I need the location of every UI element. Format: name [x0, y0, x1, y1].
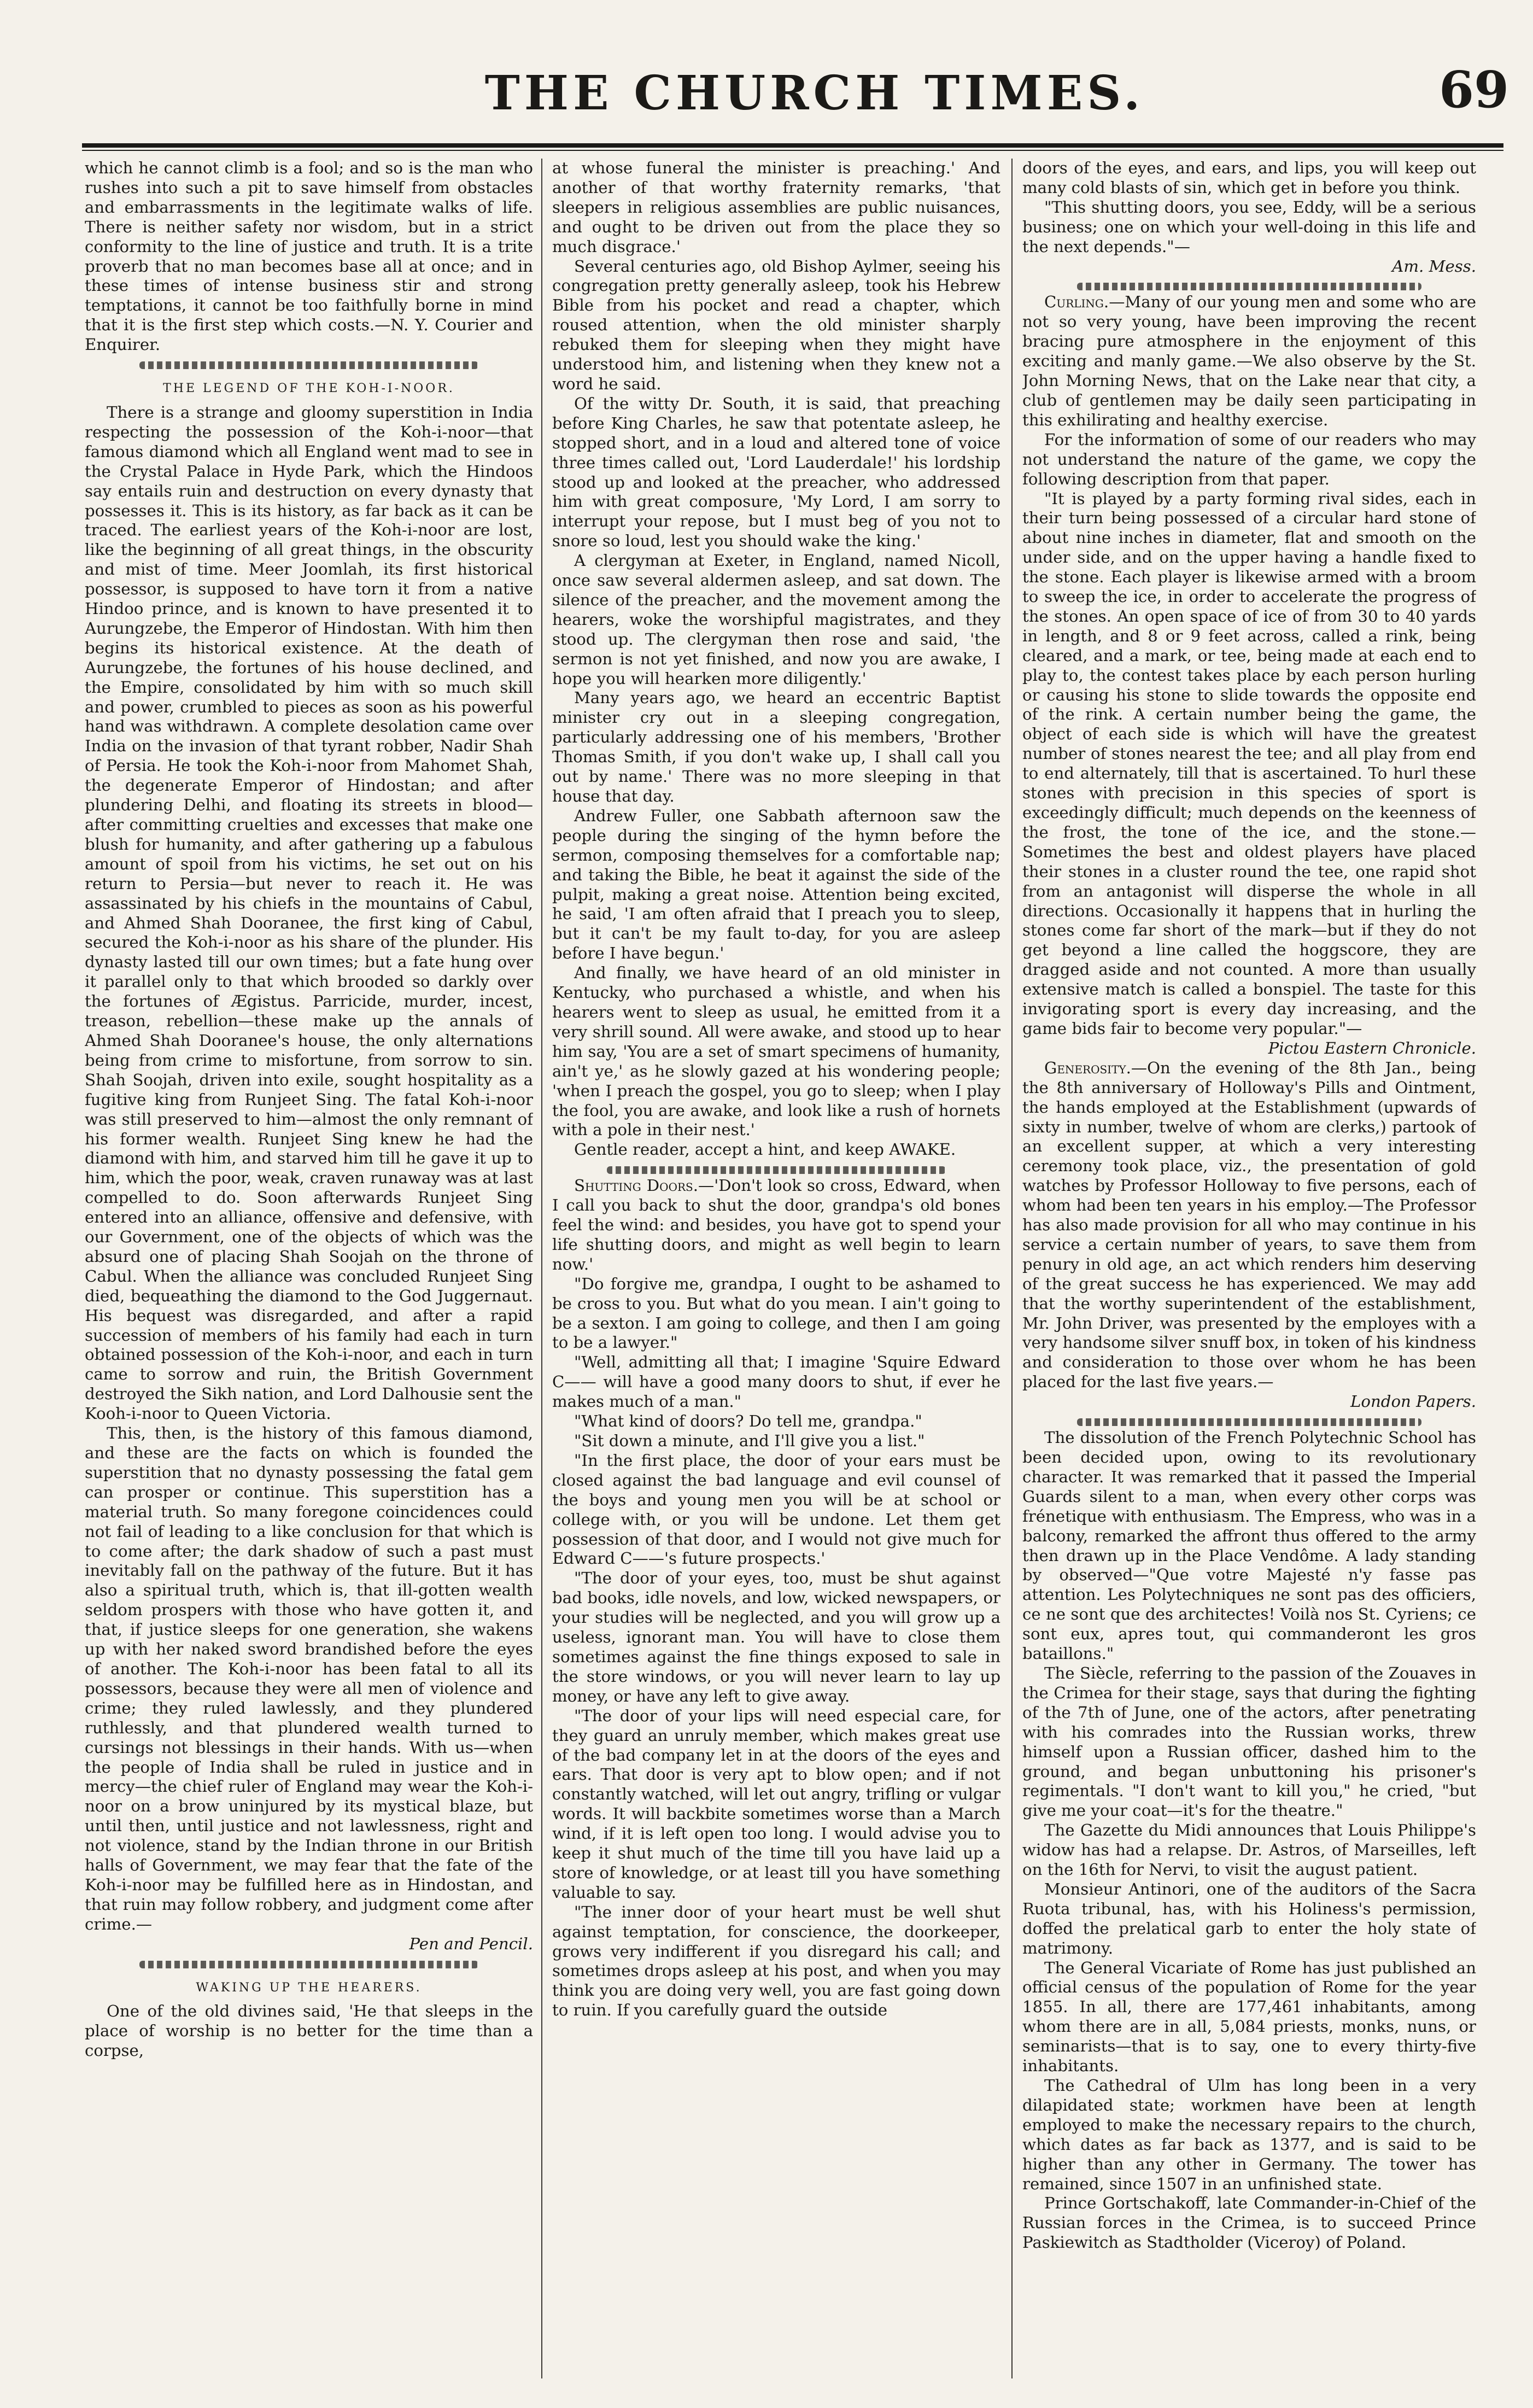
article-paragraph: Several centuries ago, old Bishop Aylmer, seeing his congregation pretty generally asleep, took his Hebrew Bible from his pocket and read a chapter, which roused attention, when the old minister sharply rebuked them for sleeping when they might have understood him, and listening when they knew not a word he said.: [552, 256, 1000, 393]
article-paragraph: The Gazette du Midi announces that Louis Philippe's widow has had a relapse. Dr. Astros, of Marseilles, left on the 16th for Nervi, to visit the august patient.: [1022, 1821, 1476, 1879]
article-source: Pen and Pencil.: [409, 1934, 533, 1953]
masthead: [104, 60, 1525, 148]
article-source: Am. Mess.: [1392, 256, 1476, 276]
article-paragraph: One of the old divines said, 'He that sleeps in the place of worship is no better for the time than a corpse,: [85, 2002, 533, 2060]
column-3: [1022, 159, 1476, 2378]
article-paragraph: Of the witty Dr. South, it is said, that preaching before King Charles, he saw that potentate asleep, he stopped short, and in a loud and altered tone of voice three times called out, 'Lord Lauderdale!' his lordship stood up and looked at the preacher, who addressed him with great composure, 'My Lord, I am sorry to interrupt your repose, but I must beg of you not to snore so loud, lest you should wake the king.': [552, 394, 1000, 551]
column-1: [85, 159, 533, 2378]
article-paragraph: "Well, admitting all that; I imagine 'Squire Edward C—— will have a good many doors to shut, if ever he makes much of a man.": [552, 1353, 1000, 1411]
article-continuation: which he cannot climb is a fool; and so is the man who rushes into such a pit to save himself from obstacles and embarrassments in the legitimate walks of life. There is neither safety nor wisdom, but in a strict conformity to the line of justice and truth. It is a trite proverb that no man becomes base all at once; and in these times of intense business stir and strong temptations, it cannot be too faithfully borne in mind that it is the first step which costs.—N. Y. Courier and Enquirer.: [85, 159, 533, 354]
page-number: 69: [1438, 60, 1509, 119]
section-divider: [1077, 283, 1421, 290]
article-paragraph: doors of the eyes, and ears, and lips, you will keep out many cold blasts of sin, which get in before you think.: [1022, 159, 1476, 197]
article-paragraph: The dissolution of the French Polytechnic School has been decided upon, owing to its revolutionary character. It was remarked that it passed the Imperial Guards silent to a man, when every other corps was frénetique with enthusiasm. The Empress, who was in a balcony, remarked the affront thus offered to the army then drawn up in the Place Vendôme. A lady standing by observed—"Que votre Majesté n'y fasse pas attention. Les Polytechniques ne sont pas des officiers, ce ne sont que des architectes! Voilà nos St. Cyriens; ce sont eux, apres tout, qui commanderont les gros bataillons.": [1022, 1428, 1476, 1663]
article-paragraph: "Sit down a minute, and I'll give you a list.": [574, 1431, 925, 1450]
article-lead: Generosity.: [1044, 1058, 1131, 1077]
article-paragraph: Many years ago, we heard an eccentric Baptist minister cry out in a sleeping congregation, particularly addressing one of his members, 'Brother Thomas Smith, if you don't wake up, I shall call you out by name.' There was no more sleeping in that house that day.: [552, 688, 1000, 805]
article-paragraph-shutting-doors: [552, 1176, 1000, 1275]
article-paragraph: "This shutting doors, you see, Eddy, will be a serious business; one on which your well-doing in this life and the next depends."—: [1022, 197, 1476, 256]
article-paragraph: "In the first place, the door of your ears must be closed against the bad language and evil counsel of the boys and young men you will be at school or college with, or you will be undone. Let them get possession of that door, and I would not give much for Edward C——'s future prospects.': [552, 1451, 1000, 1568]
article-paragraph: This, then, is the history of this famous diamond, and these are the facts on which is founded the superstition that no dynasty possessing the fatal gem can prosper or continue. This superstition has a material truth. So many foregone coincidences could not fail of leading to a like conclusion for that which is to come after; the dark shadow of such a past must inevitably fall on the pathway of the future. But it has also a spiritual truth, which is, that ill-gotten wealth seldom prospers with those who have gotten it, and that, if justice sleeps for one generation, she wakens up with her naked sword brandished before the eyes of another. The Koh-i-noor has been fatal to all its possessors, because they were all men of violence and crime; they ruled lawlessly, and they plundered ruthlessly, and that plundered wealth turned to cursings not blessings in their hands. With us—when the people of India shall be ruled in justice and in mercy—the chief ruler of England may wear the Koh-i-noor on a brow uninjured by its mystical blaze, but until then, until justice and not lawlessness, right and not violence, stand by the Indian throne in our British halls of Government, we may fear that the fate of the Koh-i-noor may be fulfilled here as in Hindostan, and that ruin may follow robbery, and judgment come after crime.—: [85, 1424, 533, 1933]
section-divider: [139, 361, 478, 369]
article-paragraph: at whose funeral the minister is preaching.' And another of that worthy fraternity remarks, 'that sleepers in religious assemblies are public nuisances, and ought to be driven out from the place they so much disgrace.': [552, 159, 1000, 256]
article-heading-waking-hearers: WAKING UP THE HEARERS.: [196, 1980, 422, 1995]
masthead-rule-thick: [82, 143, 1503, 148]
article-paragraph: The Siècle, referring to the passion of the Zouaves in the Crimea for their stage, says that during the fighting of the 7th of June, one of the actors, after penetrating with his comrades into the Russian works, threw himself upon a Russian officer, dashed him to the ground, and began unbuttoning his prisoner's regimentals. "I don't want to kill you," he cried, "but give me your coat—it's for the theatre.": [1022, 1663, 1476, 1820]
article-paragraph: The Cathedral of Ulm has long been in a very dilapidated state; workmen have been at length employed to make the necessary repairs to the church, which dates as far back as 1377, and is said to be higher than any other in Germany. The tower has remained, since 1507 in an unfinished state.: [1022, 2076, 1476, 2193]
section-divider: [139, 1961, 478, 1968]
article-source: London Papers.: [1350, 1392, 1476, 1411]
article-text: —On the evening of the 8th Jan., being the 8th anniversary of Holloway's Pills and Ointment, the hands employed at the Establishment (upwards of sixty in number, twelve of whom are clerks,) partook of an excellent supper, at which a very interesting ceremony took place, viz., the presentation of gold watches by Professor Holloway to five persons, each of whom had been ten years in his employ.—The Professor has also made provision for all who may continue in his service a certain number of years, to save them from penury in old age, an act which renders him deserving of the great success he has experienced. We may add that the worthy superintendent of the establishment, Mr. John Driver, was presented by the employes with a very handsome silver snuff box, in token of his kindness and consideration to those over whom he has been placed for the last five years.—: [1022, 1058, 1476, 1392]
article-text: —'Don't look so cross, Edward, when I call you back to shut the door, grandpa's old bones feel the wind: and besides, you have got to spend your life shutting doors, and might as well begin to learn now.': [552, 1176, 1000, 1273]
article-quote: "It is played by a party forming rival sides, each in their turn being possessed of a circular hard stone of about nine inches in diameter, flat and smooth on the under side, and on the upper having a handle fixed to the stone. Each player is likewise armed with a broom to sweep the ice, in order to accelerate the progress of the stones. An open space of ice of from 30 to 40 yards in length, and 8 or 9 feet across, called a rink, being cleared, and a mark, or tee, being made at each end to play to, the contest takes place by each person hurling or causing his stone to slide towards the opposite end of the rink. A certain number being the game, the object of each side is which will have the greatest number of stones nearest the tee; and all play from end to end alternately, till that is ascertained. To hurl these stones with precision in this species of sport is exceedingly difficult; much depends on the keenness of the frost, the tone of the ice, and the stone.—Sometimes the best and oldest players have placed their stones in a cluster round the tee, one rapid shot from an antagonist will disperse the whole in all directions. Occasionally it happens that in hurling the stones come far short of the mark—but if they do not get beyond a line called the hoggscore, they are dragged aside and not counted. A more than usually extensive match is called a bonspiel. The taste for this invigorating sport is every day increasing, and the game bids fair to become very popular."—: [1022, 489, 1476, 1038]
article-paragraph: There is a strange and gloomy superstition in India respecting the possession of the Koh-i-noor—that famous diamond which all England went mad to see in the Crystal Palace in Hyde Park, which the Hindoos say entails ruin and destruction on every dynasty that possesses it. This is its history, as far back as it can be traced. The earliest years of the Koh-i-noor are lost, like the beginning of all great things, in the obscurity and mist of time. Meer Joomlah, its first historical possessor, is supposed to have torn it from a native Hindoo prince, and is known to have presented it to Aurungzebe, the Emperor of Hindostan. With him then begins its historical existence. At the death of Aurungzebe, the fortunes of his house declined, and the Empire, consolidated by him with so much skill and power, crumbled to pieces as soon as his powerful hand was withdrawn. A complete desolation came over India on the invasion of that tyrant robber, Nadir Shah of Persia. He took the Koh-i-noor from Mahomet Shah, the degenerate Emperor of Hindostan; and after plundering Delhi, and floating its streets in blood—after committing cruelties and excesses that make one blush for humanity, and after gathering up a fabulous amount of spoil from his victims, he set out on his return to Persia—but never to reach it. He was assassinated by his chiefs in the mountains of Cabul, and Ahmed Shah Dooranee, the first king of Cabul, secured the Koh-i-noor as his share of the plunder. His dynasty lasted till our own times; but a fate hung over it parallel only to that which brooded so darkly over the fortunes of Ægistus. Parricide, murder, incest, treason, rebellion—these make up the annals of Ahmed Shah Dooranee's house, the only alternations being from crime to misfortune, from sorrow to sin. Shah Soojah, driven into exile, sought hospitality as a fugitive king from Runjeet Sing. The fatal Koh-i-noor was still preserved to him—almost the only remnant of his former wealth. Runjeet Sing knew he had the diamond with him, and starved him till he gave it up to him, which the poor, weak, craven runaway was at last compelled to do. Soon afterwards Runjeet Sing entered into an alliance, offensive and defensive, with our Government, one of the objects of which was the absurd one of placing Shah Soojah on the throne of Cabul. When the alliance was concluded Runjeet Sing died, bequeathing the diamond to the God Juggernaut. His bequest was disregarded, and after a rapid succession of members of his family had each in turn obtained possession of the Koh-i-noor, and each in turn came to sorrow and ruin, the British Government destroyed the Sikh nation, and Lord Dalhousie sent the Kooh-i-noor to Queen Victoria.: [85, 402, 533, 1423]
column-rule-1: [541, 159, 542, 2378]
article-paragraph: Monsieur Antinori, one of the auditors of the Sacra Ruota tribunal, has, with his Holiness's permission, doffed the prelatical garb to enter the holy state of matrimony.: [1022, 1879, 1476, 1957]
article-paragraph: "The inner door of your heart must be well shut against temptation, for conscience, the doorkeeper, grows very indifferent if you disregard his call; and sometimes drops asleep at his post, and when you may think you are doing very well, you are fast going down to ruin. If you carefully guard the outside: [552, 1902, 1000, 2020]
newspaper-title: THE CHURCH TIMES.: [484, 66, 1145, 121]
article-lead: Curling.: [1044, 293, 1109, 312]
article-paragraph: The General Vicariate of Rome has just published an official census of the population of Rome for the year 1855. In all, there are 177,461 inhabitants, among whom there are in all, 5,084 priests, monks, nuns, or seminarists—that is to say, one to every thirty-five inhabitants.: [1022, 1958, 1476, 2076]
article-paragraph: "The door of your eyes, too, must be shut against bad books, idle novels, and low, wicked newspapers, or your studies will be neglected, and you will grow up a useless, ignorant man. You will have to close them sometimes against the fine things exposed to sale in the store windows, or you will never learn to lay up money, or have any left to give away.: [552, 1569, 1000, 1705]
article-paragraph: Gentle reader, accept a hint, and keep AWAKE.: [574, 1140, 956, 1159]
section-divider: [607, 1166, 946, 1174]
article-paragraph: And finally, we have heard of an old minister in Kentucky, who purchased a whistle, and when his hearers went to sleep as usual, he emitted from it a very shrill sound. All were awake, and stood up to hear him say, 'You are a set of smart specimens of humanity, ain't ye,' as he slowly gazed at his wondering people; 'when I preach the gospel, you go to sleep; when I play the fool, you are awake, and look like a rush of hornets with a pole in their nest.': [552, 963, 1000, 1139]
section-divider: [1077, 1418, 1421, 1426]
article-paragraph: "The door of your lips will need especial care, for they guard an unruly member, which makes great use of the bad company let in at the doors of the eyes and ears. That door is very apt to blow open; and if not constantly watched, will let out angry, trifling or vulgar words. It will backbite sometimes worse than a March wind, if it is left open too long. I would advise you to keep it shut much of the time till you have laid up a store of knowledge, or at least till you have something valuable to say.: [552, 1706, 1000, 1902]
article-paragraph: A clergyman at Exeter, in England, named Nicoll, once saw several aldermen asleep, and sat down. The silence of the preacher, and the movement among the hearers, woke the worshipful magistrates, and they stood up. The clergyman then rose and said, 'the sermon is not yet finished, and now you are awake, I hope you will hearken more diligently.': [552, 551, 1000, 688]
article-source: Pictou Eastern Chronicle.: [1268, 1038, 1476, 1057]
article-paragraph: "What kind of doors? Do tell me, grandpa.": [574, 1412, 922, 1431]
article-paragraph: Andrew Fuller, one Sabbath afternoon saw the people during the singing of the hymn before the sermon, composing themselves for a comfortable nap; and taking the Bible, he beat it against the side of the pulpit, making a great noise. Attention being excited, he said, 'I am often afraid that I preach you to sleep, but it can't be my fault to-day, for you are asleep before I have begun.': [552, 806, 1000, 963]
article-paragraph: "Do forgive me, grandpa, I ought to be ashamed to be cross to you. But what do you mean. I ain't going to be a sexton. I am going to college, and then I am going to be a lawyer.": [552, 1274, 1000, 1352]
article-text: —Many of our young men and some who are not so very young, have been improving the recent bracing pure atmosphere in the enjoyment of this exciting and manly game.—We also observe by the St. John Morning News, that on the Lake near that city, a club of gentlemen may be daily seen participating in this exhilirating and healthy exercise.: [1022, 293, 1476, 429]
article-paragraph: For the information of some of our readers who may not understand the nature of the game, we copy the following description from that paper.: [1022, 430, 1476, 488]
article-paragraph-generosity: [1022, 1059, 1476, 1392]
article-heading-koh-i-noor: THE LEGEND OF THE KOH-I-NOOR.: [163, 382, 455, 396]
article-paragraph: Prince Gortschakoff, late Commander-in-Chief of the Russian forces in the Crimea, is to succeed Prince Paskiewitch as Stadtholder (Viceroy) of Poland.: [1022, 2194, 1476, 2252]
column-rule-2: [1011, 159, 1013, 2378]
column-2: [552, 159, 1000, 2378]
masthead-rule-thin: [82, 150, 1503, 151]
article-paragraph-curling: [1022, 293, 1476, 430]
article-lead: Shutting Doors.: [574, 1176, 699, 1195]
